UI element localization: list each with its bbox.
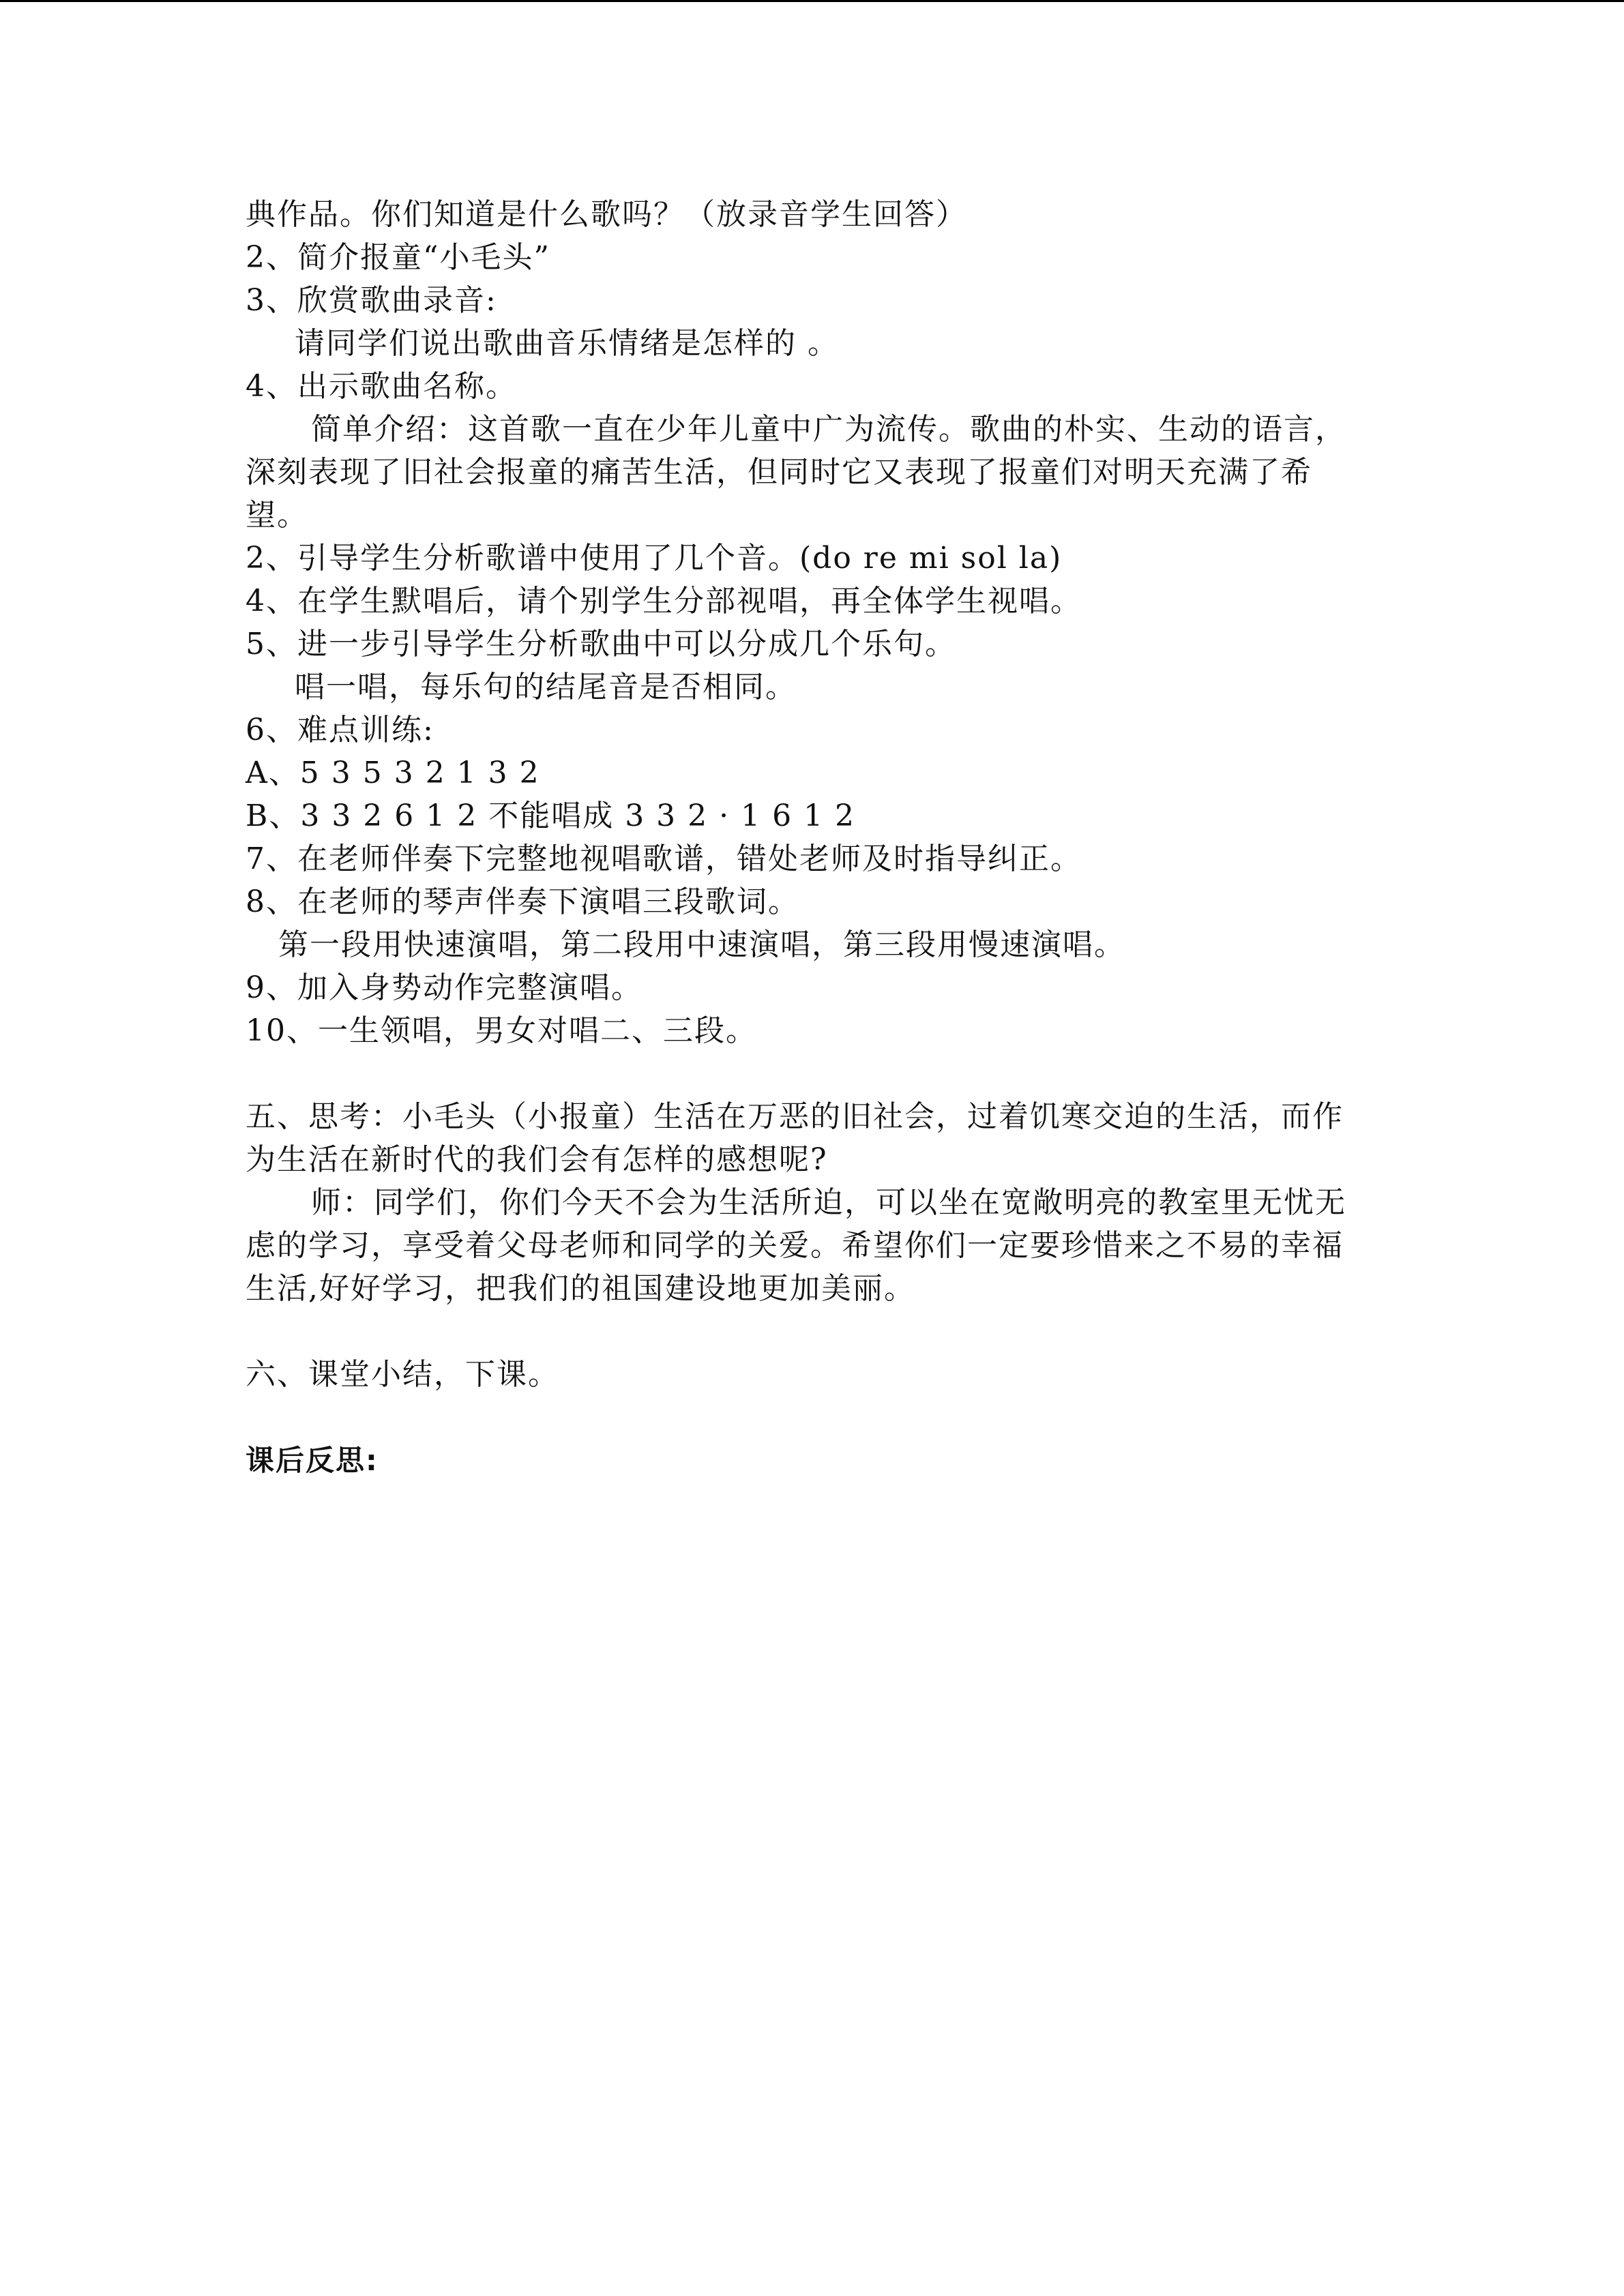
text-line: 5、进一步引导学生分析歌曲中可以分成几个乐句。	[246, 627, 956, 661]
text-line: 第一段用快速演唱，第二段用中速演唱，第三段用慢速演唱。	[278, 927, 1125, 962]
text-line: 10、一生领唱，男女对唱二、三段。	[246, 1013, 757, 1048]
text-line: 2、引导学生分析歌谱中使用了几个音。(do re mi sol la)	[246, 541, 1063, 576]
notation-line: A、5 3 5 3 2 1 3 2	[246, 756, 540, 790]
text-line: 7、在老师伴奏下完整地视唱歌谱，错处老师及时指导纠正。	[246, 841, 1082, 876]
text-line: 8、在老师的琴声伴奏下演唱三段歌词。	[246, 884, 799, 919]
text-line: 3、欣赏歌曲录音:	[246, 283, 497, 318]
text-line: 2、简介报童“小毛头”	[246, 240, 550, 275]
text-line: 请同学们说出歌曲音乐情绪是怎样的 。	[295, 326, 839, 361]
spacer	[246, 1396, 1364, 1439]
paragraph: 师：同学们，你们今天不会为生活所迫，可以坐在宽敞明亮的教室里无忧无虑的学习，享受着父母老师和同学的关爱。希望你们一定要珍惜来之不易的幸福生活,好好学习，把我们的祖国建设地更加美丽。	[246, 1185, 1346, 1306]
paragraph: 五、思考：小毛头（小报童）生活在万恶的旧社会，过着饥寒交迫的生活，而作为生活在新时代的我们会有怎样的感想呢?	[246, 1099, 1344, 1177]
text-line: 4、出示歌曲名称。	[246, 369, 517, 404]
text-line: 4、在学生默唱后，请个别学生分部视唱，再全体学生视唱。	[246, 584, 1082, 618]
text-line: 9、加入身势动作完整演唱。	[246, 970, 643, 1005]
text-line: 典作品。你们知道是什么歌吗？（放录音学生回答）	[246, 197, 967, 232]
text-line: 6、难点训练:	[246, 713, 434, 747]
paragraph: 简单介绍：这首歌一直在少年儿童中广为流传。歌曲的朴实、生动的语言，深刻表现了旧社会报童的痛苦生活，但同时它又表现了报童们对明天充满了希望。	[246, 412, 1346, 533]
section-heading: 课后反思:	[246, 1444, 379, 1477]
spacer	[246, 1052, 1364, 1095]
notation-line: B、3 3 2 6 1 2 不能唱成 3 3 2 · 1 6 1 2	[246, 799, 856, 833]
spacer	[246, 1310, 1364, 1353]
text-line: 唱一唱，每乐句的结尾音是否相同。	[295, 670, 797, 704]
document-body	[246, 193, 1364, 1482]
text-line: 六、课堂小结，下课。	[246, 1357, 559, 1392]
